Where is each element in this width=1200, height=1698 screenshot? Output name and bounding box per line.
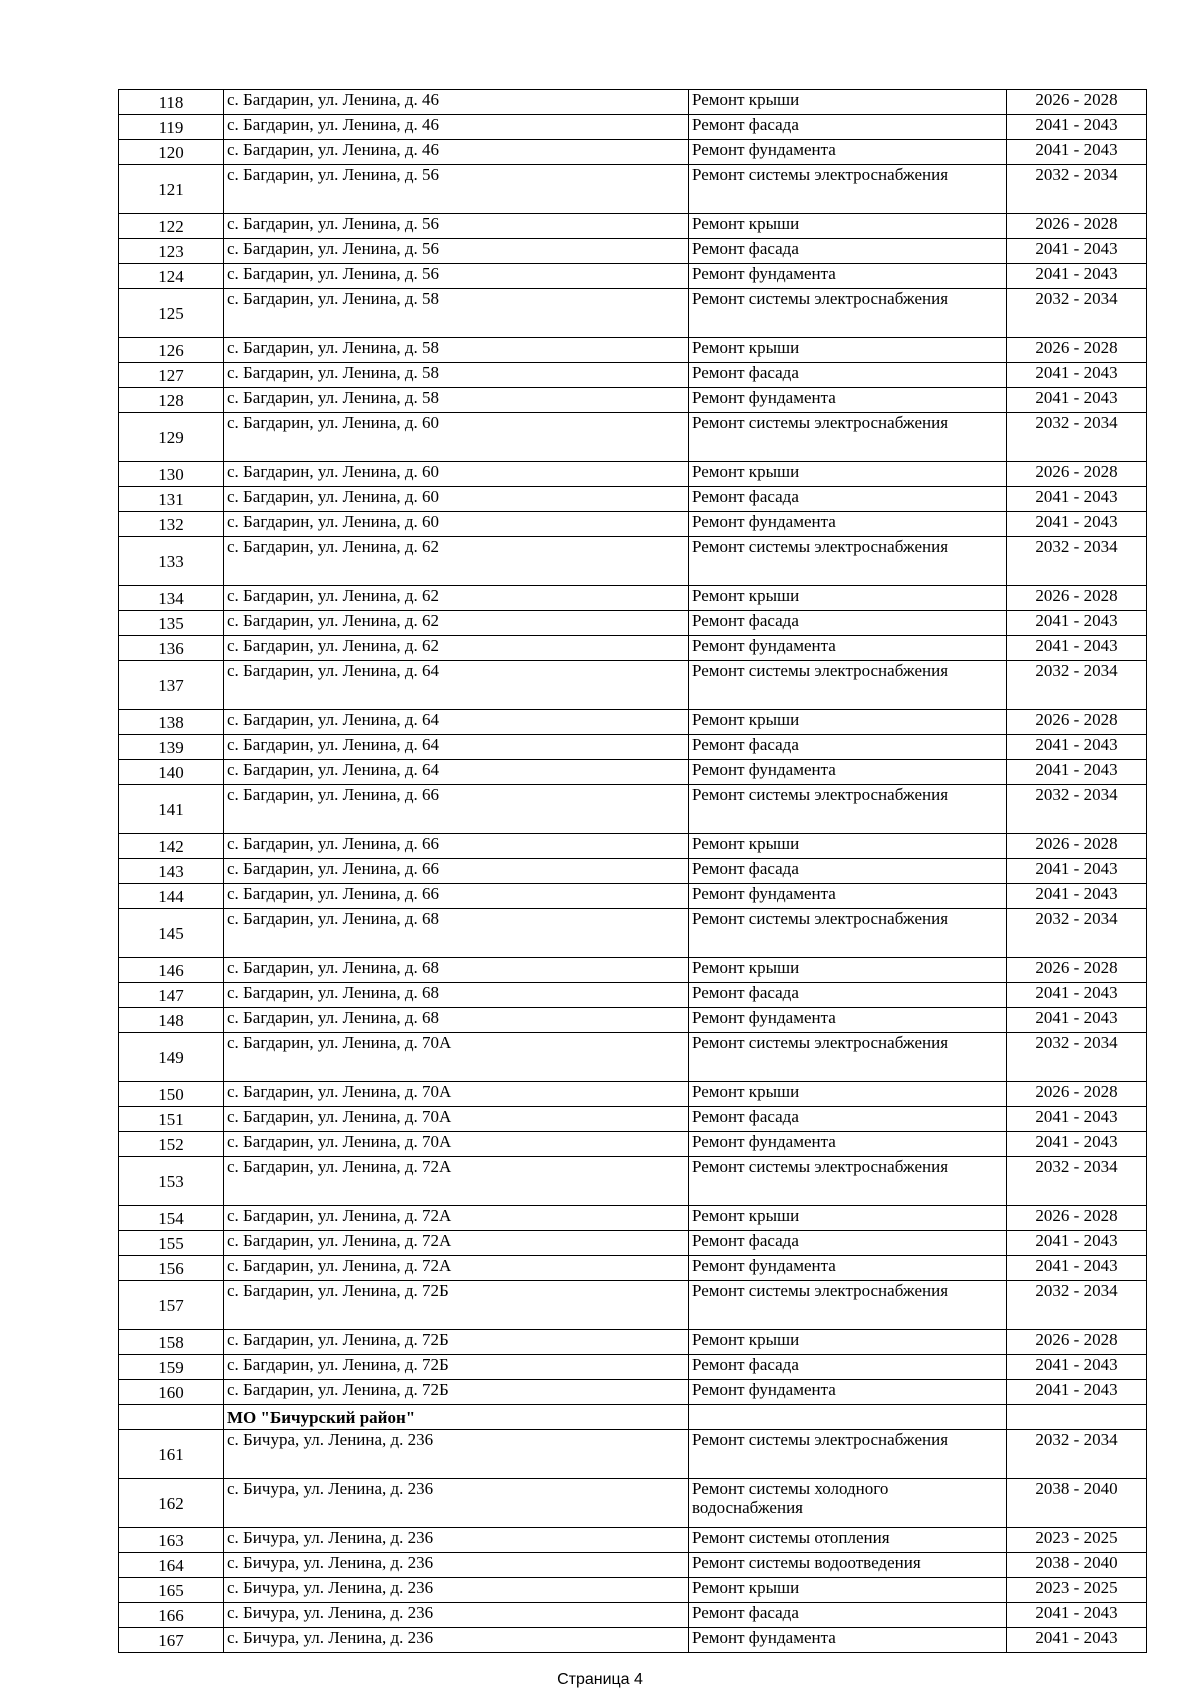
section-title-cell: МО "Бичурский район" — [224, 1405, 689, 1430]
row-number-cell: 162 — [119, 1479, 224, 1528]
table-row — [119, 1603, 1147, 1628]
address-cell: с. Багдарин, ул. Ленина, д. 62 — [224, 586, 689, 611]
period-cell: 2023 - 2025 — [1007, 1528, 1147, 1553]
table-row — [119, 983, 1147, 1008]
table-row — [119, 1281, 1147, 1330]
table-body — [119, 90, 1147, 1653]
address-cell: с. Багдарин, ул. Ленина, д. 66 — [224, 884, 689, 909]
work-type-cell: Ремонт крыши — [689, 834, 1007, 859]
period-cell: 2026 - 2028 — [1007, 462, 1147, 487]
address-cell: с. Багдарин, ул. Ленина, д. 72Б — [224, 1330, 689, 1355]
row-number-cell: 158 — [119, 1330, 224, 1355]
row-number-cell: 126 — [119, 338, 224, 363]
address-cell: с. Бичура, ул. Ленина, д. 236 — [224, 1430, 689, 1479]
row-number-cell: 156 — [119, 1256, 224, 1281]
period-cell: 2023 - 2025 — [1007, 1578, 1147, 1603]
table-row — [119, 611, 1147, 636]
table-row — [119, 537, 1147, 586]
row-number-cell: 125 — [119, 289, 224, 338]
row-number-cell: 136 — [119, 636, 224, 661]
table-row — [119, 859, 1147, 884]
period-cell: 2041 - 2043 — [1007, 1256, 1147, 1281]
work-type-cell: Ремонт фундамента — [689, 884, 1007, 909]
row-number-cell: 140 — [119, 760, 224, 785]
address-cell: с. Багдарин, ул. Ленина, д. 56 — [224, 165, 689, 214]
work-type-cell: Ремонт фундамента — [689, 1628, 1007, 1653]
address-cell: с. Багдарин, ул. Ленина, д. 64 — [224, 735, 689, 760]
work-type-cell: Ремонт фундамента — [689, 388, 1007, 413]
period-cell: 2026 - 2028 — [1007, 214, 1147, 239]
period-cell: 2026 - 2028 — [1007, 586, 1147, 611]
address-cell: с. Бичура, ул. Ленина, д. 236 — [224, 1628, 689, 1653]
row-number-cell: 135 — [119, 611, 224, 636]
table-row — [119, 363, 1147, 388]
table-row — [119, 1578, 1147, 1603]
work-type-cell: Ремонт фундамента — [689, 1132, 1007, 1157]
address-cell: с. Багдарин, ул. Ленина, д. 68 — [224, 909, 689, 958]
work-type-cell: Ремонт фасада — [689, 239, 1007, 264]
address-cell: с. Багдарин, ул. Ленина, д. 58 — [224, 388, 689, 413]
address-cell: с. Багдарин, ул. Ленина, д. 70А — [224, 1033, 689, 1082]
table-row — [119, 1380, 1147, 1405]
table-row — [119, 512, 1147, 537]
row-number-cell: 150 — [119, 1082, 224, 1107]
period-cell: 2032 - 2034 — [1007, 165, 1147, 214]
address-cell: с. Багдарин, ул. Ленина, д. 56 — [224, 214, 689, 239]
period-cell: 2032 - 2034 — [1007, 289, 1147, 338]
period-cell: 2026 - 2028 — [1007, 958, 1147, 983]
table-row — [119, 1256, 1147, 1281]
row-number-cell — [119, 1405, 224, 1430]
period-cell: 2032 - 2034 — [1007, 1281, 1147, 1330]
period-cell: 2041 - 2043 — [1007, 115, 1147, 140]
period-cell: 2041 - 2043 — [1007, 1603, 1147, 1628]
row-number-cell: 118 — [119, 90, 224, 115]
row-number-cell: 153 — [119, 1157, 224, 1206]
work-type-cell: Ремонт системы электроснабжения — [689, 537, 1007, 586]
period-cell: 2041 - 2043 — [1007, 1628, 1147, 1653]
period-cell: 2041 - 2043 — [1007, 611, 1147, 636]
period-cell: 2026 - 2028 — [1007, 90, 1147, 115]
table-row — [119, 760, 1147, 785]
table-row — [119, 1206, 1147, 1231]
period-cell: 2041 - 2043 — [1007, 983, 1147, 1008]
work-type-cell: Ремонт крыши — [689, 958, 1007, 983]
row-number-cell: 149 — [119, 1033, 224, 1082]
table-row — [119, 1330, 1147, 1355]
address-cell: с. Багдарин, ул. Ленина, д. 60 — [224, 462, 689, 487]
period-cell: 2026 - 2028 — [1007, 338, 1147, 363]
table-row — [119, 338, 1147, 363]
row-number-cell: 160 — [119, 1380, 224, 1405]
work-type-cell: Ремонт фундамента — [689, 264, 1007, 289]
period-cell: 2041 - 2043 — [1007, 1355, 1147, 1380]
table-row — [119, 1033, 1147, 1082]
work-type-cell: Ремонт системы отопления — [689, 1528, 1007, 1553]
period-cell: 2041 - 2043 — [1007, 735, 1147, 760]
period-cell: 2041 - 2043 — [1007, 264, 1147, 289]
table-row — [119, 1082, 1147, 1107]
table-row — [119, 487, 1147, 512]
address-cell: с. Багдарин, ул. Ленина, д. 72А — [224, 1231, 689, 1256]
address-cell: с. Багдарин, ул. Ленина, д. 62 — [224, 611, 689, 636]
table-row — [119, 636, 1147, 661]
work-type-cell: Ремонт фундамента — [689, 1256, 1007, 1281]
address-cell: с. Бичура, ул. Ленина, д. 236 — [224, 1578, 689, 1603]
address-cell: с. Багдарин, ул. Ленина, д. 62 — [224, 537, 689, 586]
period-cell: 2041 - 2043 — [1007, 239, 1147, 264]
period-cell: 2032 - 2034 — [1007, 1430, 1147, 1479]
work-type-cell: Ремонт фасада — [689, 1107, 1007, 1132]
address-cell: с. Багдарин, ул. Ленина, д. 68 — [224, 1008, 689, 1033]
row-number-cell: 165 — [119, 1578, 224, 1603]
work-type-cell: Ремонт фундамента — [689, 512, 1007, 537]
period-cell: 2032 - 2034 — [1007, 909, 1147, 958]
period-cell: 2041 - 2043 — [1007, 1380, 1147, 1405]
period-cell — [1007, 1405, 1147, 1430]
table-row — [119, 264, 1147, 289]
period-cell: 2041 - 2043 — [1007, 636, 1147, 661]
table-row — [119, 1107, 1147, 1132]
table-row — [119, 388, 1147, 413]
work-type-cell: Ремонт системы электроснабжения — [689, 785, 1007, 834]
period-cell: 2026 - 2028 — [1007, 1330, 1147, 1355]
table-row — [119, 834, 1147, 859]
table-row — [119, 1132, 1147, 1157]
work-type-cell: Ремонт крыши — [689, 1206, 1007, 1231]
address-cell: с. Багдарин, ул. Ленина, д. 60 — [224, 413, 689, 462]
row-number-cell: 159 — [119, 1355, 224, 1380]
work-type-cell: Ремонт фасада — [689, 115, 1007, 140]
work-type-cell: Ремонт фундамента — [689, 636, 1007, 661]
table-row — [119, 1479, 1147, 1528]
work-type-cell: Ремонт фасада — [689, 611, 1007, 636]
work-type-cell: Ремонт системы холодного водоснабжения — [689, 1479, 1007, 1528]
address-cell: с. Багдарин, ул. Ленина, д. 66 — [224, 785, 689, 834]
work-type-cell: Ремонт крыши — [689, 462, 1007, 487]
work-type-cell: Ремонт крыши — [689, 338, 1007, 363]
address-cell: с. Багдарин, ул. Ленина, д. 70А — [224, 1082, 689, 1107]
repair-schedule-table — [118, 89, 1147, 1653]
period-cell: 2041 - 2043 — [1007, 512, 1147, 537]
table-row — [119, 909, 1147, 958]
period-cell: 2041 - 2043 — [1007, 1008, 1147, 1033]
work-type-cell: Ремонт фасада — [689, 735, 1007, 760]
address-cell: с. Багдарин, ул. Ленина, д. 72Б — [224, 1380, 689, 1405]
address-cell: с. Бичура, ул. Ленина, д. 236 — [224, 1528, 689, 1553]
row-number-cell: 119 — [119, 115, 224, 140]
table-row — [119, 1430, 1147, 1479]
address-cell: с. Багдарин, ул. Ленина, д. 72А — [224, 1157, 689, 1206]
address-cell: с. Багдарин, ул. Ленина, д. 60 — [224, 512, 689, 537]
address-cell: с. Багдарин, ул. Ленина, д. 68 — [224, 958, 689, 983]
work-type-cell: Ремонт крыши — [689, 1082, 1007, 1107]
address-cell: с. Бичура, ул. Ленина, д. 236 — [224, 1553, 689, 1578]
address-cell: с. Багдарин, ул. Ленина, д. 64 — [224, 710, 689, 735]
table-row — [119, 1008, 1147, 1033]
row-number-cell: 131 — [119, 487, 224, 512]
address-cell: с. Багдарин, ул. Ленина, д. 56 — [224, 264, 689, 289]
row-number-cell: 132 — [119, 512, 224, 537]
table-row — [119, 785, 1147, 834]
row-number-cell: 134 — [119, 586, 224, 611]
period-cell: 2041 - 2043 — [1007, 859, 1147, 884]
address-cell: с. Багдарин, ул. Ленина, д. 46 — [224, 140, 689, 165]
table-row — [119, 239, 1147, 264]
address-cell: с. Багдарин, ул. Ленина, д. 64 — [224, 760, 689, 785]
address-cell: с. Багдарин, ул. Ленина, д. 72А — [224, 1256, 689, 1281]
table-row — [119, 289, 1147, 338]
row-number-cell: 120 — [119, 140, 224, 165]
period-cell: 2041 - 2043 — [1007, 760, 1147, 785]
row-number-cell: 145 — [119, 909, 224, 958]
row-number-cell: 127 — [119, 363, 224, 388]
work-type-cell: Ремонт крыши — [689, 90, 1007, 115]
period-cell: 2032 - 2034 — [1007, 661, 1147, 710]
row-number-cell: 142 — [119, 834, 224, 859]
address-cell: с. Бичура, ул. Ленина, д. 236 — [224, 1603, 689, 1628]
address-cell: с. Багдарин, ул. Ленина, д. 58 — [224, 363, 689, 388]
table-row — [119, 710, 1147, 735]
address-cell: с. Багдарин, ул. Ленина, д. 46 — [224, 115, 689, 140]
period-cell: 2038 - 2040 — [1007, 1553, 1147, 1578]
work-type-cell: Ремонт фундамента — [689, 140, 1007, 165]
row-number-cell: 130 — [119, 462, 224, 487]
table-row — [119, 661, 1147, 710]
address-cell: с. Багдарин, ул. Ленина, д. 58 — [224, 338, 689, 363]
row-number-cell: 154 — [119, 1206, 224, 1231]
row-number-cell: 138 — [119, 710, 224, 735]
row-number-cell: 167 — [119, 1628, 224, 1653]
work-type-cell: Ремонт фасада — [689, 983, 1007, 1008]
period-cell: 2041 - 2043 — [1007, 388, 1147, 413]
work-type-cell: Ремонт фасада — [689, 1603, 1007, 1628]
table-row — [119, 1157, 1147, 1206]
work-type-cell: Ремонт фасада — [689, 487, 1007, 512]
work-type-cell: Ремонт фундамента — [689, 760, 1007, 785]
row-number-cell: 157 — [119, 1281, 224, 1330]
work-type-cell: Ремонт фасада — [689, 859, 1007, 884]
address-cell: с. Багдарин, ул. Ленина, д. 56 — [224, 239, 689, 264]
row-number-cell: 161 — [119, 1430, 224, 1479]
table-row — [119, 90, 1147, 115]
work-type-cell: Ремонт системы электроснабжения — [689, 661, 1007, 710]
table-row — [119, 735, 1147, 760]
work-type-cell: Ремонт крыши — [689, 1578, 1007, 1603]
row-number-cell: 129 — [119, 413, 224, 462]
table-row — [119, 462, 1147, 487]
period-cell: 2041 - 2043 — [1007, 487, 1147, 512]
table-row — [119, 214, 1147, 239]
work-type-cell: Ремонт фасада — [689, 363, 1007, 388]
period-cell: 2032 - 2034 — [1007, 1033, 1147, 1082]
row-number-cell: 124 — [119, 264, 224, 289]
row-number-cell: 166 — [119, 1603, 224, 1628]
address-cell: с. Багдарин, ул. Ленина, д. 58 — [224, 289, 689, 338]
table-row — [119, 165, 1147, 214]
period-cell: 2032 - 2034 — [1007, 1157, 1147, 1206]
work-type-cell: Ремонт системы электроснабжения — [689, 289, 1007, 338]
address-cell: с. Багдарин, ул. Ленина, д. 70А — [224, 1132, 689, 1157]
address-cell: с. Багдарин, ул. Ленина, д. 66 — [224, 859, 689, 884]
row-number-cell: 151 — [119, 1107, 224, 1132]
row-number-cell: 143 — [119, 859, 224, 884]
table-row — [119, 1355, 1147, 1380]
address-cell: с. Багдарин, ул. Ленина, д. 62 — [224, 636, 689, 661]
row-number-cell: 152 — [119, 1132, 224, 1157]
row-number-cell: 164 — [119, 1553, 224, 1578]
work-type-cell: Ремонт крыши — [689, 710, 1007, 735]
address-cell: с. Багдарин, ул. Ленина, д. 70А — [224, 1107, 689, 1132]
address-cell: с. Багдарин, ул. Ленина, д. 72Б — [224, 1355, 689, 1380]
work-type-cell: Ремонт крыши — [689, 214, 1007, 239]
table-row — [119, 1528, 1147, 1553]
work-type-cell: Ремонт крыши — [689, 1330, 1007, 1355]
table-row — [119, 1231, 1147, 1256]
period-cell: 2026 - 2028 — [1007, 834, 1147, 859]
period-cell: 2041 - 2043 — [1007, 1231, 1147, 1256]
period-cell: 2032 - 2034 — [1007, 413, 1147, 462]
row-number-cell: 141 — [119, 785, 224, 834]
period-cell: 2041 - 2043 — [1007, 1132, 1147, 1157]
address-cell: с. Багдарин, ул. Ленина, д. 64 — [224, 661, 689, 710]
address-cell: с. Багдарин, ул. Ленина, д. 46 — [224, 90, 689, 115]
period-cell: 2041 - 2043 — [1007, 884, 1147, 909]
row-number-cell: 121 — [119, 165, 224, 214]
row-number-cell: 155 — [119, 1231, 224, 1256]
row-number-cell: 122 — [119, 214, 224, 239]
row-number-cell: 163 — [119, 1528, 224, 1553]
period-cell: 2041 - 2043 — [1007, 140, 1147, 165]
row-number-cell: 128 — [119, 388, 224, 413]
period-cell: 2032 - 2034 — [1007, 785, 1147, 834]
work-type-cell: Ремонт системы электроснабжения — [689, 909, 1007, 958]
work-type-cell: Ремонт системы электроснабжения — [689, 1157, 1007, 1206]
work-type-cell: Ремонт фасада — [689, 1355, 1007, 1380]
period-cell: 2041 - 2043 — [1007, 363, 1147, 388]
table-row — [119, 586, 1147, 611]
work-type-cell — [689, 1405, 1007, 1430]
table-row — [119, 140, 1147, 165]
work-type-cell: Ремонт крыши — [689, 586, 1007, 611]
section-header-row — [119, 1405, 1147, 1430]
row-number-cell: 139 — [119, 735, 224, 760]
address-cell: с. Багдарин, ул. Ленина, д. 68 — [224, 983, 689, 1008]
period-cell: 2026 - 2028 — [1007, 1206, 1147, 1231]
address-cell: с. Багдарин, ул. Ленина, д. 72А — [224, 1206, 689, 1231]
row-number-cell: 148 — [119, 1008, 224, 1033]
work-type-cell: Ремонт системы электроснабжения — [689, 1430, 1007, 1479]
period-cell: 2032 - 2034 — [1007, 537, 1147, 586]
period-cell: 2026 - 2028 — [1007, 710, 1147, 735]
table-row — [119, 1628, 1147, 1653]
page-number: Страница 4 — [557, 1671, 643, 1688]
row-number-cell: 147 — [119, 983, 224, 1008]
work-type-cell: Ремонт системы электроснабжения — [689, 1281, 1007, 1330]
work-type-cell: Ремонт системы электроснабжения — [689, 165, 1007, 214]
row-number-cell: 146 — [119, 958, 224, 983]
work-type-cell: Ремонт системы водоотведения — [689, 1553, 1007, 1578]
work-type-cell: Ремонт системы электроснабжения — [689, 413, 1007, 462]
row-number-cell: 144 — [119, 884, 224, 909]
table-row — [119, 958, 1147, 983]
address-cell: с. Багдарин, ул. Ленина, д. 72Б — [224, 1281, 689, 1330]
table-row — [119, 884, 1147, 909]
table-row — [119, 413, 1147, 462]
address-cell: с. Бичура, ул. Ленина, д. 236 — [224, 1479, 689, 1528]
row-number-cell: 123 — [119, 239, 224, 264]
address-cell: с. Багдарин, ул. Ленина, д. 60 — [224, 487, 689, 512]
period-cell: 2026 - 2028 — [1007, 1082, 1147, 1107]
work-type-cell: Ремонт системы электроснабжения — [689, 1033, 1007, 1082]
row-number-cell: 133 — [119, 537, 224, 586]
work-type-cell: Ремонт фундамента — [689, 1008, 1007, 1033]
work-type-cell: Ремонт фундамента — [689, 1380, 1007, 1405]
period-cell: 2038 - 2040 — [1007, 1479, 1147, 1528]
period-cell: 2041 - 2043 — [1007, 1107, 1147, 1132]
address-cell: с. Багдарин, ул. Ленина, д. 66 — [224, 834, 689, 859]
work-type-cell: Ремонт фасада — [689, 1231, 1007, 1256]
row-number-cell: 137 — [119, 661, 224, 710]
table-row — [119, 1553, 1147, 1578]
table-row — [119, 115, 1147, 140]
